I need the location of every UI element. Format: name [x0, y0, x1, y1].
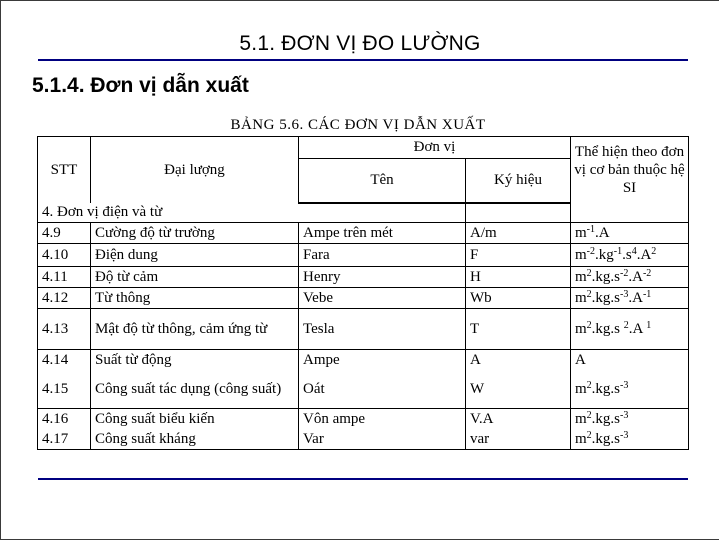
row-quantity: Công suất kháng: [91, 429, 299, 450]
exponent: 2: [586, 320, 592, 331]
base-unit: .kg.s: [591, 381, 621, 397]
base-unit: m: [575, 321, 587, 337]
row-si-expression: [571, 267, 689, 288]
row-si-expression: [571, 350, 689, 371]
base-unit: m: [575, 289, 587, 306]
base-unit: .A: [628, 289, 643, 306]
row-unit-symbol: Wb: [466, 288, 571, 309]
exponent: 2: [651, 245, 657, 257]
row-unit-symbol: T: [466, 309, 571, 350]
row-stt: 4.16: [38, 409, 91, 430]
table-body: [38, 223, 689, 450]
row-unit-symbol: V.A: [466, 409, 571, 430]
row-unit-symbol: A: [466, 350, 571, 371]
row-si-expression: [571, 370, 689, 409]
row-unit-name: Fara: [299, 244, 466, 267]
base-unit: .A: [636, 246, 652, 263]
base-unit: .s: [622, 246, 632, 263]
exponent: -3: [620, 429, 629, 441]
row-si-expression: [571, 223, 689, 244]
base-unit: m: [575, 410, 587, 427]
row-unit-name: Tesla: [299, 309, 466, 350]
row-quantity: Công suất tác dụng (công suất): [91, 370, 299, 409]
table-row: [38, 244, 689, 267]
row-unit-symbol: H: [466, 267, 571, 288]
row-si-expression: [571, 244, 689, 267]
exponent: 2: [623, 320, 629, 331]
exponent: -1: [613, 245, 623, 257]
row-quantity: Mật độ từ thông, cảm ứng từ: [91, 309, 299, 350]
base-unit: .kg: [595, 246, 614, 263]
exponent: -2: [620, 267, 629, 279]
exponent: 2: [586, 267, 592, 279]
base-unit: A: [575, 351, 586, 368]
exponent: -1: [586, 223, 596, 235]
slide-title: 5.1. ĐƠN VỊ ĐO LƯỜNG: [239, 32, 481, 55]
exponent: -1: [642, 288, 652, 300]
exponent: -2: [642, 267, 652, 279]
row-stt: 4.15: [38, 370, 91, 409]
row-si-expression: [571, 309, 689, 350]
exponent: 2: [586, 429, 592, 441]
row-unit-name: Henry: [299, 267, 466, 288]
row-unit-name: Oát: [299, 370, 466, 409]
table-row: [38, 350, 689, 371]
exponent: 1: [646, 320, 652, 331]
exponent: 2: [586, 380, 592, 391]
table-row: [38, 429, 689, 450]
table-caption: BẢNG 5.6. CÁC ĐƠN VỊ DẪN XUẤT: [230, 117, 486, 133]
base-unit: .kg.s: [591, 268, 621, 285]
exponent: -3: [620, 409, 629, 421]
row-stt: 4.12: [38, 288, 91, 309]
row-quantity: Suất từ động: [91, 350, 299, 371]
row-unit-symbol: A/m: [466, 223, 571, 244]
header-unit-group: Đơn vị: [299, 137, 571, 159]
section-heading: 5.1.4. Đơn vị dẫn xuất: [32, 74, 249, 97]
derived-units-table: [37, 136, 689, 450]
base-unit: .kg.s: [591, 321, 624, 337]
row-unit-name: Ampe: [299, 350, 466, 371]
row-quantity: Độ từ cảm: [91, 267, 299, 288]
row-quantity: Từ thông: [91, 288, 299, 309]
row-stt: 4.14: [38, 350, 91, 371]
title-underline: [38, 59, 688, 61]
row-stt: 4.11: [38, 267, 91, 288]
base-unit: .A: [628, 268, 643, 285]
row-quantity: Điện dung: [91, 244, 299, 267]
header-unit-name: Tên: [299, 159, 466, 204]
row-unit-name: Vôn ampe: [299, 409, 466, 430]
exponent: -3: [620, 288, 629, 300]
table-row: [38, 223, 689, 244]
exponent: -2: [586, 245, 596, 257]
row-stt: 4.10: [38, 244, 91, 267]
header-unit-symbol: Ký hiệu: [466, 159, 571, 204]
base-unit: m: [575, 268, 587, 285]
header-si-expression: Thể hiện theo đơn vị cơ bản thuộc hệ SI: [571, 137, 689, 204]
base-unit: .A: [595, 224, 610, 241]
exponent: 2: [586, 288, 592, 300]
footer-rule: [38, 478, 688, 480]
base-unit: m: [575, 430, 587, 447]
row-stt: 4.9: [38, 223, 91, 244]
table-row: [38, 288, 689, 309]
row-unit-symbol: F: [466, 244, 571, 267]
exponent: 4: [631, 245, 637, 257]
row-si-expression: [571, 288, 689, 309]
base-unit: .A: [628, 321, 647, 337]
row-quantity: Cường độ từ trường: [91, 223, 299, 244]
row-si-expression: [571, 429, 689, 450]
row-unit-name: Var: [299, 429, 466, 450]
row-stt: 4.13: [38, 309, 91, 350]
base-unit: .kg.s: [591, 289, 621, 306]
table-row: [38, 309, 689, 350]
row-unit-symbol: W: [466, 370, 571, 409]
row-unit-symbol: var: [466, 429, 571, 450]
base-unit: m: [575, 224, 587, 241]
row-unit-name: Vebe: [299, 288, 466, 309]
row-unit-name: Ampe trên mét: [299, 223, 466, 244]
base-unit: .kg.s: [591, 430, 621, 447]
row-quantity: Công suất biểu kiến: [91, 409, 299, 430]
row-stt: 4.17: [38, 429, 91, 450]
table-row: [38, 409, 689, 430]
header-quantity: Đại lượng: [91, 137, 299, 204]
base-unit: m: [575, 246, 587, 263]
row-si-expression: [571, 409, 689, 430]
base-unit: .kg.s: [591, 410, 621, 427]
exponent: 2: [586, 409, 592, 421]
table-row: [38, 267, 689, 288]
exponent: -3: [620, 380, 629, 391]
base-unit: m: [575, 381, 587, 397]
header-stt: STT: [38, 137, 91, 204]
table-row: [38, 370, 689, 409]
section-label: 4. Đơn vị điện và từ: [38, 203, 299, 223]
